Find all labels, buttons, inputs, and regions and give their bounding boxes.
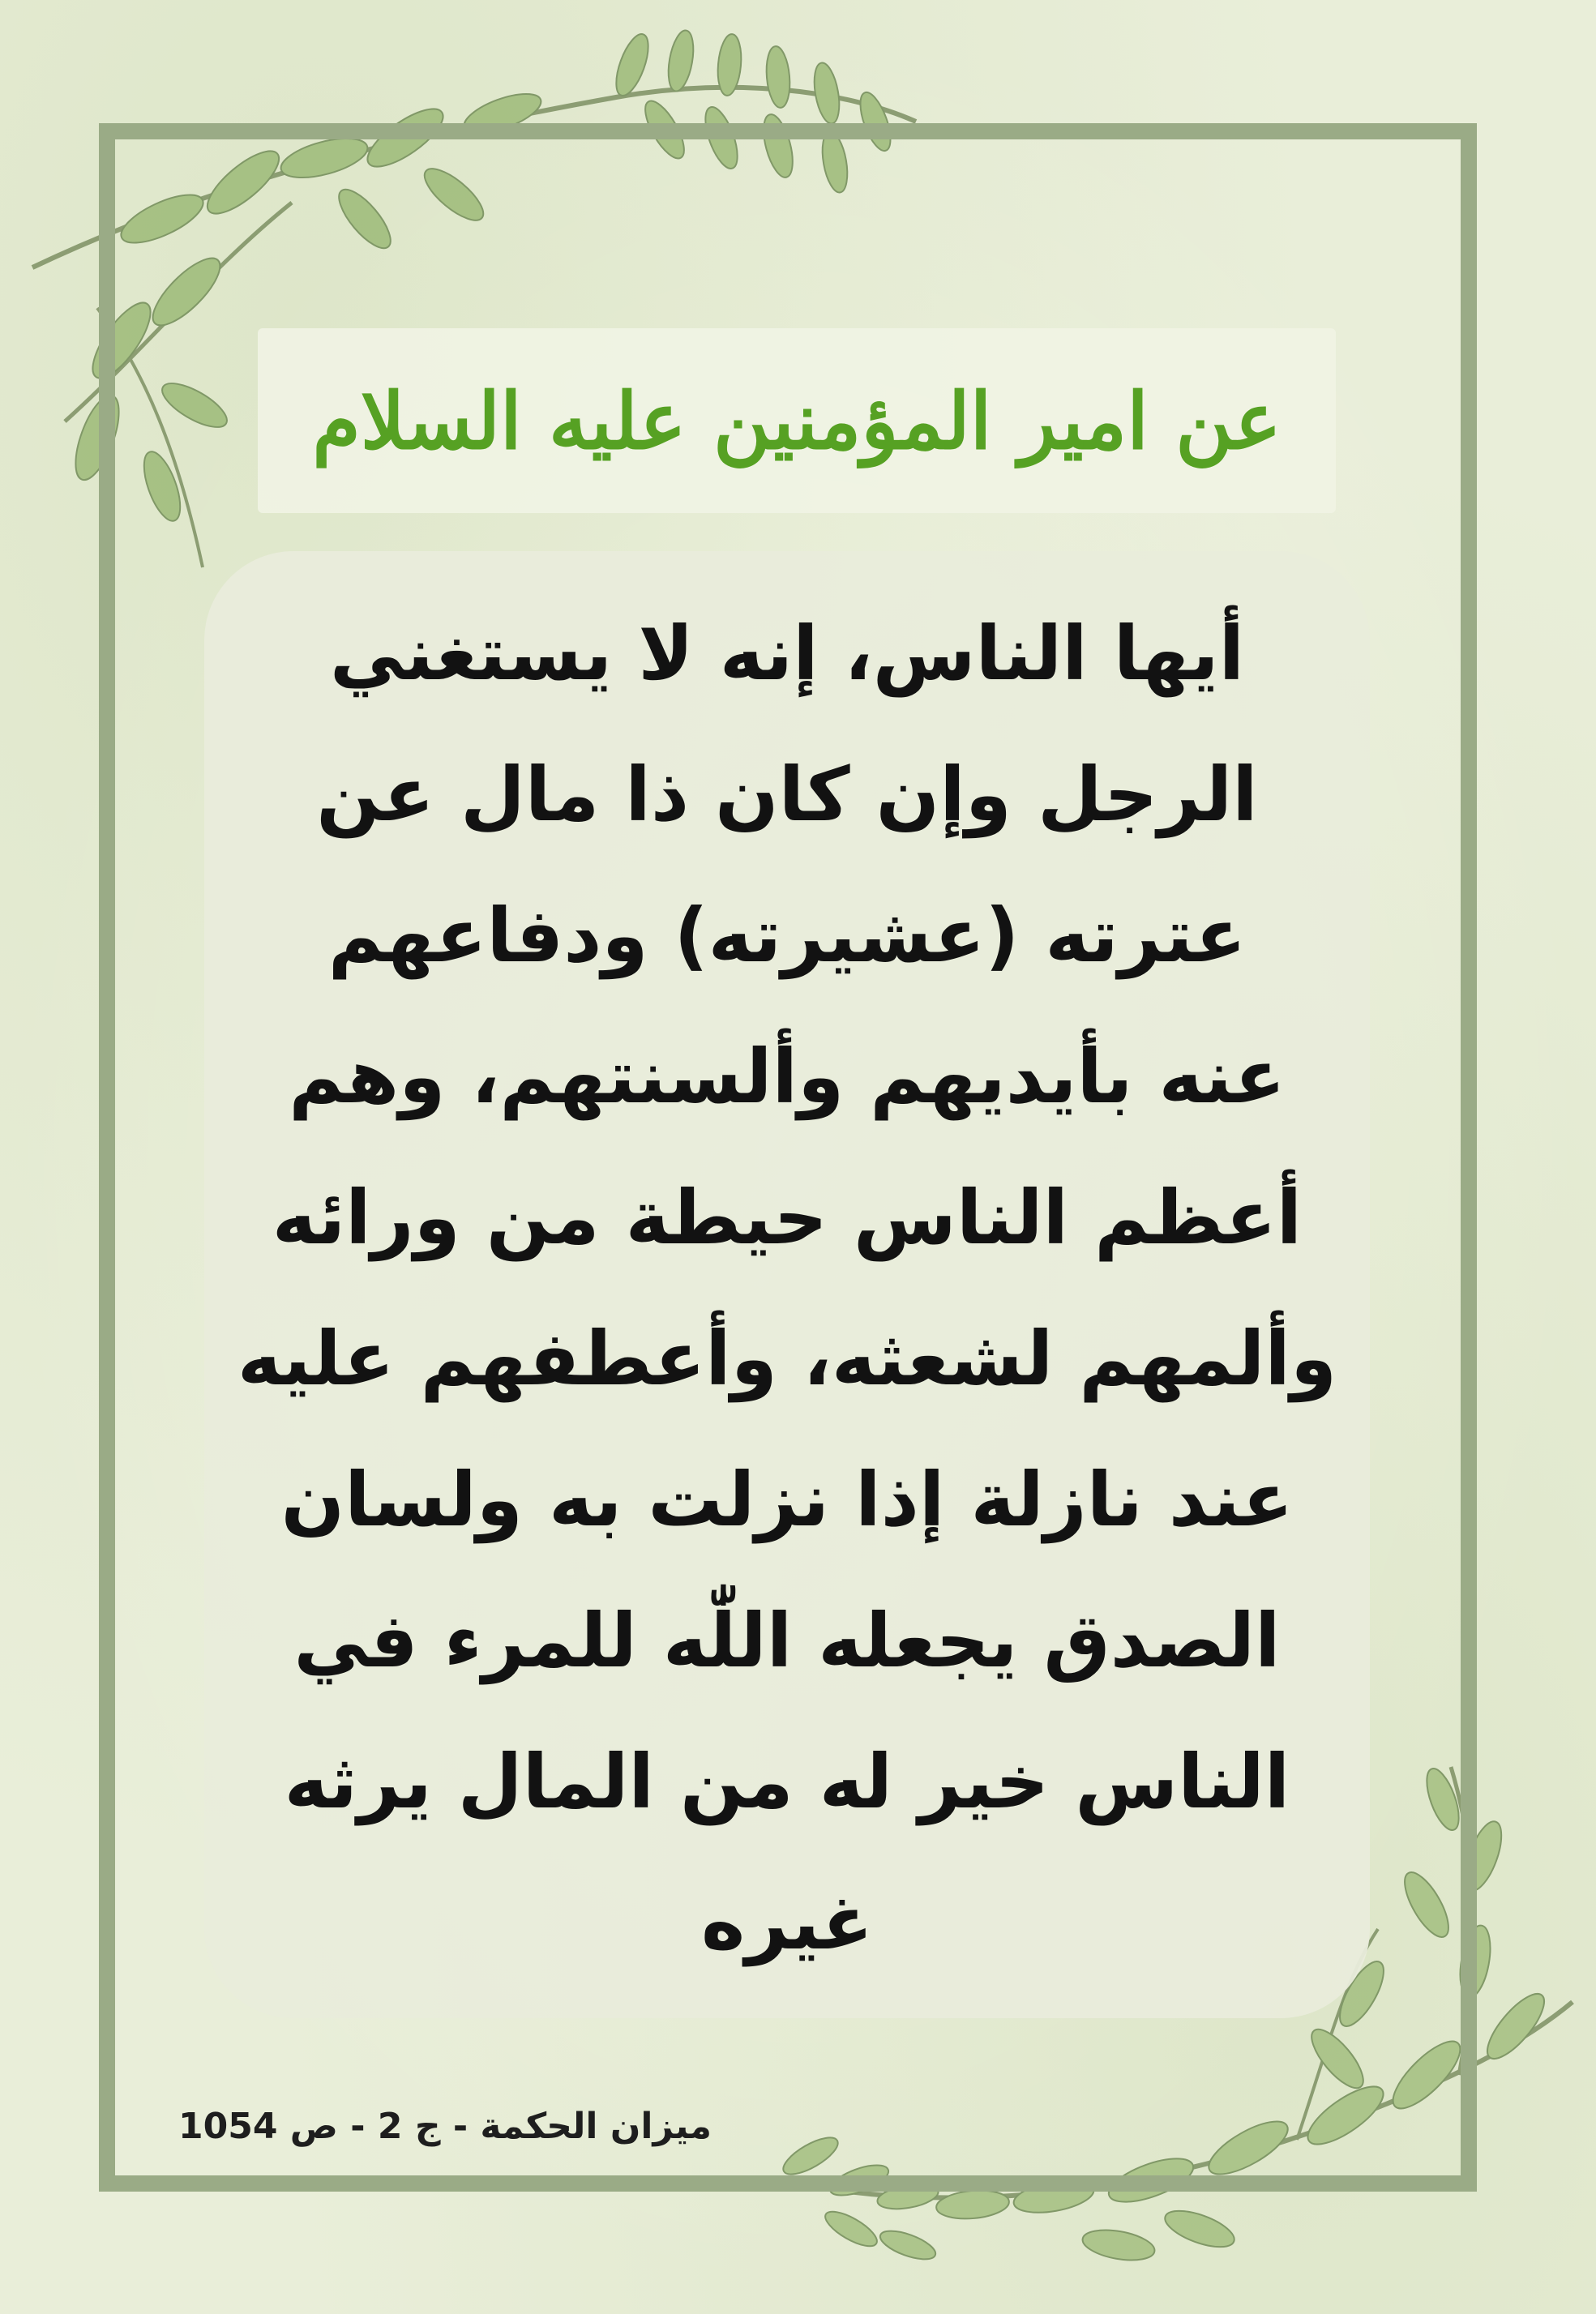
quote-line: أيها الناس، إنه لا يستغني <box>329 610 1245 697</box>
page-title: عن امير المؤمنين عليه السلام <box>312 374 1282 467</box>
quote-line: عترته (عشيرته) ودفاعهم <box>327 892 1247 979</box>
quote-line: الرجل وإن كان ذا مال عن <box>316 751 1258 838</box>
quote-line: أعظم الناس حيطة من ورائه <box>272 1174 1303 1261</box>
quote-line: غيره <box>701 1880 873 1966</box>
quote-line: وألمهم لشعثه، وأعطفهم عليه <box>237 1315 1337 1402</box>
source-citation: ميزان الحكمة - ج 2 - ص 1054 <box>178 2106 712 2147</box>
quote-line: الصدق يجعله اللّٰه للمرء في <box>293 1598 1281 1684</box>
quote-line: عند نازلة إذا نزلت به ولسان <box>280 1456 1294 1543</box>
title-panel <box>258 328 1336 513</box>
quote-line: الناس خير له من المال يرثه <box>284 1739 1290 1825</box>
quote-line: عنه بأيديهم وألسنتهم، وهم <box>289 1033 1286 1120</box>
quote-text <box>204 584 1370 1994</box>
